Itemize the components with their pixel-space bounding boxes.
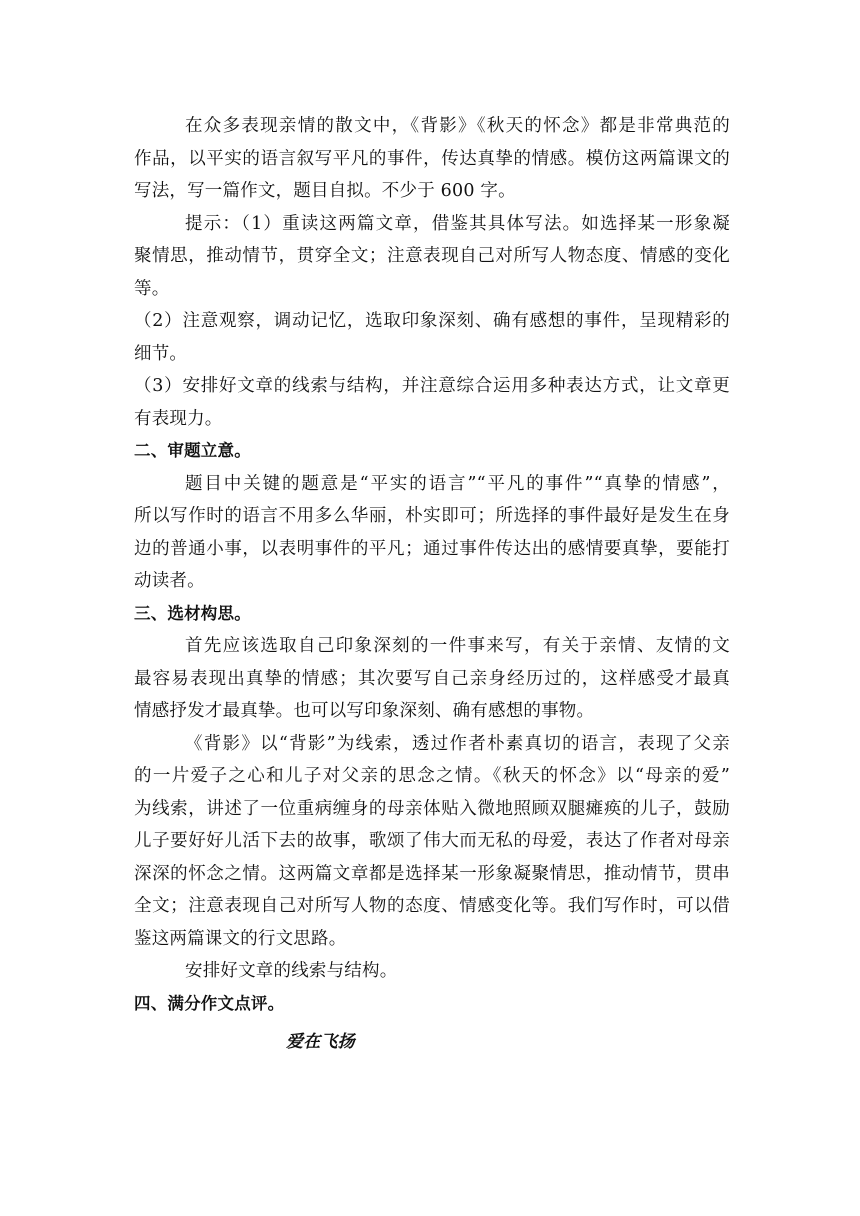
paragraph-line: 深深的怀念之情。这两篇文章都是选择某一形象凝聚情思，推动情节，贯串 <box>134 863 730 884</box>
section-heading-2: 二、审题立意。 <box>134 441 251 460</box>
essay-title: 爱在飞扬 <box>286 1032 355 1052</box>
hint-line: 等。 <box>134 278 170 299</box>
paragraph-line: 鉴这两篇课文的行文思路。 <box>134 928 347 949</box>
paragraph-line: 在众多表现亲情的散文中，《背影》《秋天的怀念》都是非常典范的 <box>185 116 730 136</box>
paragraph-line: 《背影》以“背影”为线索，透过作者朴素真切的语言，表现了父亲 <box>185 733 730 754</box>
paragraph-line: 安排好文章的线索与结构。 <box>185 961 398 981</box>
hint-line: （2）注意观察，调动记忆，选取印象深刻、确有感想的事件，呈现精彩的 <box>134 311 730 331</box>
paragraph-line: 作品，以平实的语言叙写平凡的事件，传达真挚的情感。模仿这两篇课文的 <box>134 148 730 169</box>
paragraph-line: 边的普通小事，以表明事件的平凡；通过事件传达出的感情要真挚，要能打 <box>134 538 730 559</box>
paragraph-line: 首先应该选取自己印象深刻的一件事来写，有关于亲情、友情的文 <box>185 636 730 656</box>
paragraph-line: 儿子要好好儿活下去的故事，歌颂了伟大而无私的母爱，表达了作者对母亲 <box>134 831 730 851</box>
hint-line: 提示：（1）重读这两篇文章，借鉴其具体写法。如选择某一形象凝 <box>185 213 730 234</box>
paragraph-line: 所以写作时的语言不用多么华丽，朴实即可；所选择的事件最好是发生在身 <box>134 506 730 526</box>
paragraph-line: 题目中关键的题意是“平实的语言”“平凡的事件”“真挚的情感”， <box>185 473 730 494</box>
section-heading-3: 三、选材构思。 <box>134 603 251 623</box>
hint-line: （3）安排好文章的线索与结构，并注意综合运用多种表达方式，让文章更 <box>134 376 730 396</box>
section-heading-4: 四、满分作文点评。 <box>134 993 285 1013</box>
paragraph-line: 写法，写一篇作文，题目自拟。不少于 600 字。 <box>134 181 516 201</box>
paragraph-line: 最容易表现出真挚的情感；其次要写自己亲身经历过的，这样感受才最真 <box>134 668 730 689</box>
hint-line: 有表现力。 <box>134 408 223 429</box>
paragraph-line: 为线索，讲述了一位重病缠身的母亲体贴入微地照顾双腿瘫痪的儿子，鼓励 <box>134 798 730 819</box>
hint-line: 细节。 <box>134 343 188 364</box>
paragraph-line: 动读者。 <box>134 571 205 591</box>
hint-line: 聚情思，推动情节，贯穿全文；注意表现自己对所写人物态度、情感的变化 <box>134 246 730 266</box>
paragraph-line: 情感抒发才最真挚。也可以写印象深刻、确有感想的事物。 <box>134 701 595 721</box>
paragraph-line: 全文；注意表现自己对所写人物的态度、情感变化等。我们写作时，可以借 <box>134 896 730 916</box>
document-page <box>134 110 730 1059</box>
paragraph-line: 的一片爱子之心和儿子对父亲的思念之情。《秋天的怀念》以“母亲的爱” <box>134 766 730 786</box>
